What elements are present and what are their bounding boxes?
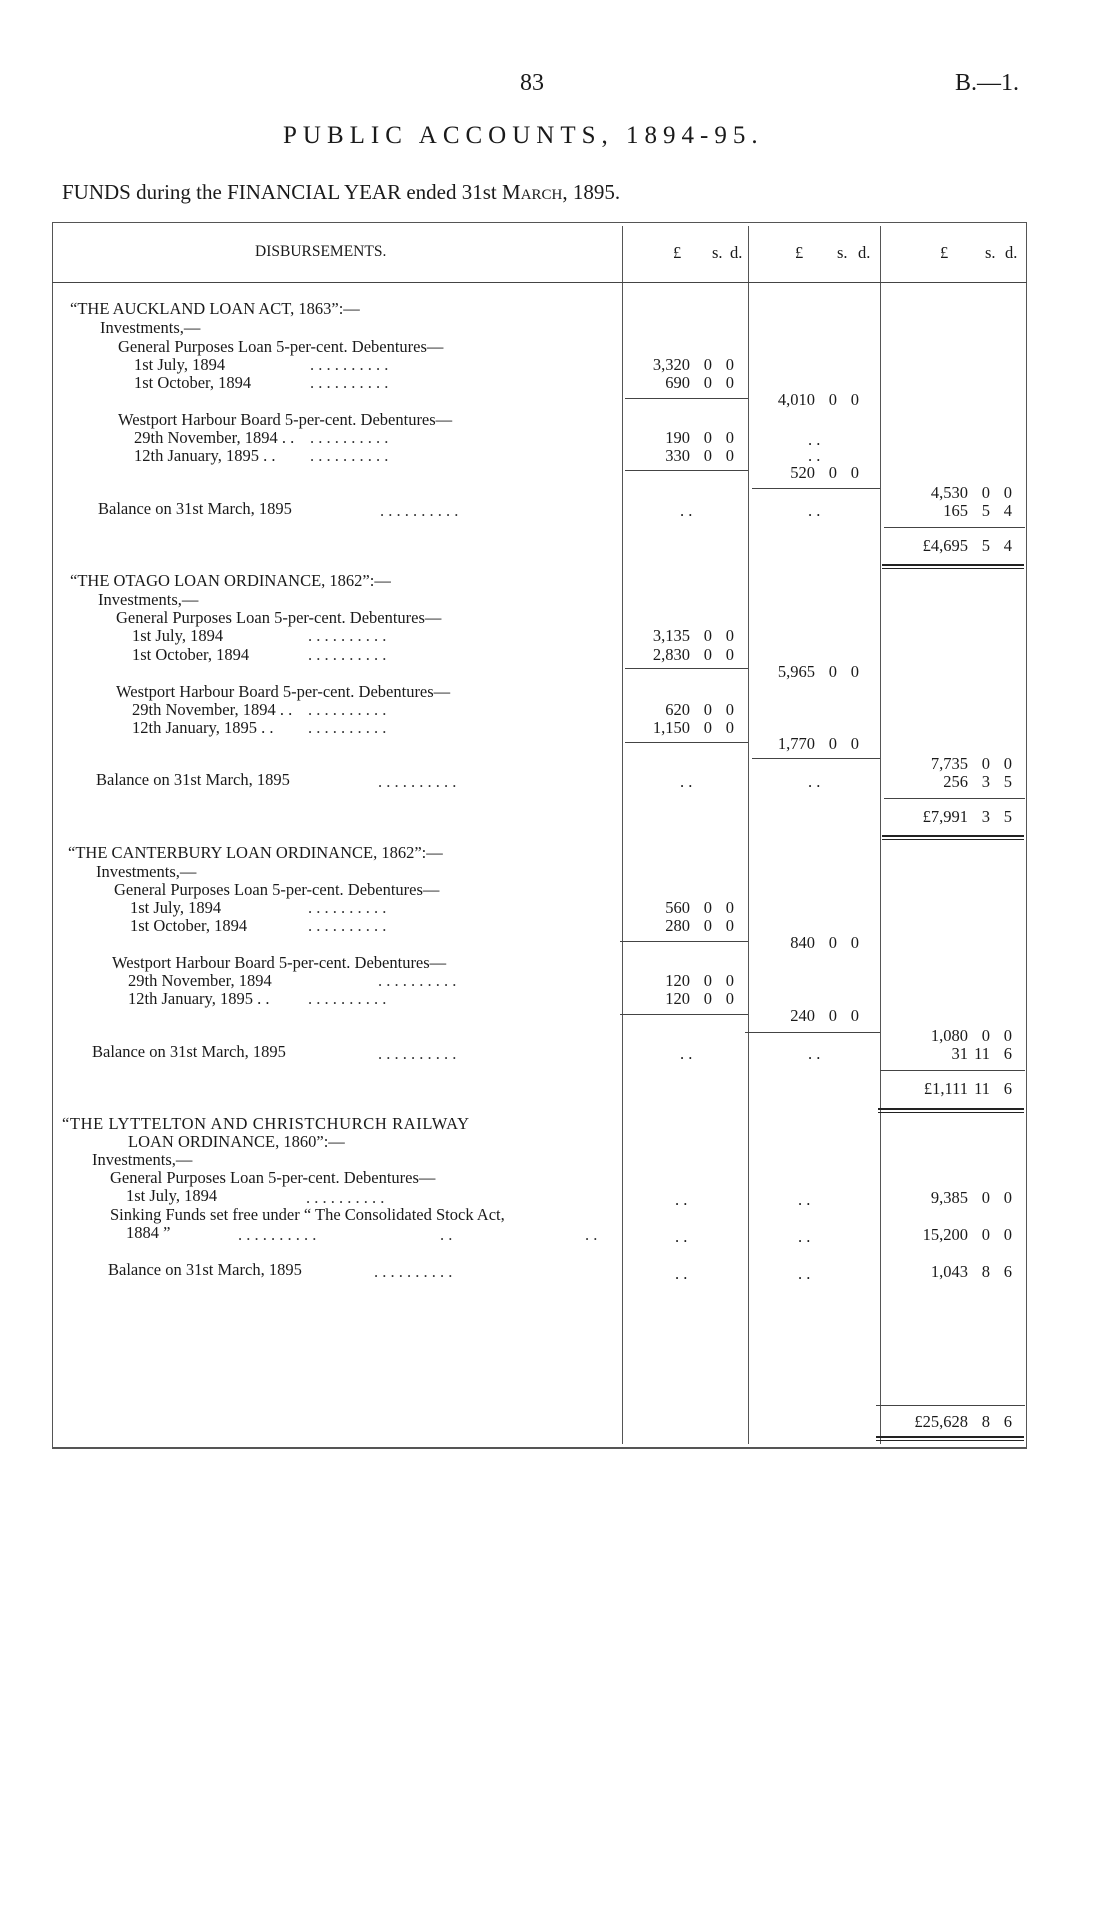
column-rule [880, 226, 881, 1444]
amount-cell: 240 0 0 [790, 1006, 859, 1025]
row-date: 1st October, 1894 [134, 373, 252, 392]
page-title: PUBLIC ACCOUNTS, 1894-95. [283, 122, 764, 149]
row-date: 29th November, 1894 . . [134, 428, 295, 447]
row-leader: . . . . . . . . . . [378, 1044, 457, 1063]
placeholder-dots: . . [808, 1044, 821, 1063]
amount-cell: 3,135 0 0 [652, 626, 734, 645]
amount-cell: 31 11 6 [951, 1044, 1012, 1063]
group-label: Westport Harbour Board 5-per-cent. Debentures— [116, 682, 451, 701]
amount-cell: 1,770 0 0 [777, 734, 859, 753]
row-date: 1st July, 1894 [130, 898, 222, 917]
page-reference: B.—1. [955, 70, 1020, 96]
section-title: “THE CANTERBURY LOAN ORDINANCE, 1862”:— [68, 843, 443, 862]
total-double-rule [878, 1108, 1024, 1113]
subtotal-rule [620, 1014, 748, 1015]
row-leader: . . . . . . . . . . [380, 501, 459, 520]
group-label: General Purposes Loan 5-per-cent. Debentures— [116, 608, 442, 627]
row-leader: . . . . . . . . . . [374, 1262, 453, 1281]
amount-cell: 120 0 0 [665, 971, 734, 990]
grand-total-double-rule [876, 1436, 1024, 1441]
placeholder-dots: . . [675, 1227, 688, 1246]
amount-cell: 1,150 0 0 [652, 718, 734, 737]
subtotal-rule [752, 758, 880, 759]
row-date: 29th November, 1894 . . [132, 700, 293, 719]
subtotal-rule [625, 668, 748, 669]
row-leader: . . . . . . . . . . [310, 373, 389, 392]
placeholder-dots: . . [675, 1190, 688, 1209]
investments-label: Investments,— [98, 590, 199, 609]
row-leader: . . . . . . . . . . [308, 718, 387, 737]
column-rule [748, 226, 749, 1444]
section-total: £4,695 5 4 [922, 536, 1012, 555]
group-label: Westport Harbour Board 5-per-cent. Debentures— [112, 953, 447, 972]
placeholder-dots: . . [680, 1044, 693, 1063]
placeholder-dots: . . [808, 430, 821, 449]
section-title: “THE LYTTELTON AND CHRISTCHURCH RAILWAY [62, 1114, 470, 1133]
header-shillings: s. [837, 243, 848, 262]
placeholder-dots: . . [798, 1264, 811, 1283]
header-pound: £ [940, 243, 949, 262]
investments-label: Investments,— [92, 1150, 193, 1169]
page-number: 83 [520, 70, 544, 96]
header-pence: d. [1005, 243, 1018, 262]
row-leader: . . . . . . . . . . [308, 645, 387, 664]
header-pence: d. [858, 243, 871, 262]
subtitle-prefix: FUNDS during the FINANCIAL YEAR ended 31st [62, 180, 503, 204]
row-date: 12th January, 1895 . . [134, 446, 276, 465]
header-pound: £ [795, 243, 804, 262]
amount-cell: 256 3 5 [943, 772, 1012, 791]
amount-cell: 7,735 0 0 [930, 754, 1012, 773]
total-double-rule [882, 564, 1024, 569]
balance-label: Balance on 31st March, 1895 [92, 1042, 286, 1061]
amount-cell: 840 0 0 [790, 933, 859, 952]
row-leader: . . [585, 1225, 598, 1244]
amount-cell: 690 0 0 [665, 373, 734, 392]
subtotal-rule [625, 398, 748, 399]
amount-cell: 520 0 0 [790, 463, 859, 482]
amount-cell: 120 0 0 [665, 989, 734, 1008]
amount-cell: 4,530 0 0 [930, 483, 1012, 502]
row-leader: . . . . . . . . . . [306, 1188, 385, 1207]
row-leader: . . . . . . . . . . [310, 355, 389, 374]
row-label: Sinking Funds set free under “ The Consolidated Stock Act, [110, 1205, 505, 1224]
row-leader: . . . . . . . . . . [308, 626, 387, 645]
grand-total-rule [876, 1405, 1025, 1406]
total-rule [880, 1070, 1025, 1071]
row-date: 1st July, 1894 [126, 1186, 218, 1205]
page-subtitle [62, 180, 620, 205]
row-leader: . . . . . . . . . . [308, 898, 387, 917]
row-leader: . . . . . . . . . . [310, 428, 389, 447]
subtotal-rule [625, 742, 748, 743]
row-date: 12th January, 1895 . . [128, 989, 270, 1008]
amount-cell: 5,965 0 0 [777, 662, 859, 681]
total-double-rule [882, 835, 1024, 840]
row-leader: . . . . . . . . . . [308, 916, 387, 935]
header-disbursements: DISBURSEMENTS. [255, 243, 387, 260]
investments-label: Investments,— [100, 318, 201, 337]
placeholder-dots: . . [808, 501, 821, 520]
placeholder-dots: . . [808, 446, 821, 465]
placeholder-dots: . . [675, 1264, 688, 1283]
section-title: “THE OTAGO LOAN ORDINANCE, 1862”:— [70, 571, 391, 590]
row-leader: . . . . . . . . . . [378, 772, 457, 791]
grand-total: £25,628 8 6 [914, 1412, 1012, 1431]
row-date: 1st October, 1894 [132, 645, 250, 664]
row-leader: . . . . . . . . . . [308, 700, 387, 719]
section-title: “THE AUCKLAND LOAN ACT, 1863”:— [70, 299, 360, 318]
subtotal-rule [620, 941, 748, 942]
row-date: 1st July, 1894 [134, 355, 226, 374]
header-pound: £ [673, 243, 682, 262]
amount-cell: 620 0 0 [665, 700, 734, 719]
amount-cell: 15,200 0 0 [922, 1225, 1012, 1244]
amount-cell: 2,830 0 0 [652, 645, 734, 664]
total-rule [884, 798, 1025, 799]
row-leader: . . . . . . . . . . [238, 1225, 317, 1244]
amount-cell: 330 0 0 [665, 446, 734, 465]
investments-label: Investments,— [96, 862, 197, 881]
placeholder-dots: . . [680, 501, 693, 520]
subtitle-suffix: , 1895. [562, 180, 621, 204]
amount-cell: 280 0 0 [665, 916, 734, 935]
subtotal-rule [625, 470, 748, 471]
header-shillings: s. [985, 243, 996, 262]
row-leader: . . . . . . . . . . [310, 446, 389, 465]
total-rule [884, 527, 1025, 528]
header-rule [52, 282, 1027, 283]
row-date: 12th January, 1895 . . [132, 718, 274, 737]
amount-cell: 1,080 0 0 [930, 1026, 1012, 1045]
row-date: 1st July, 1894 [132, 626, 224, 645]
subtotal-rule [745, 1032, 880, 1033]
placeholder-dots: . . [798, 1227, 811, 1246]
row-date: 29th November, 1894 [128, 971, 272, 990]
subtitle-month: March [502, 180, 563, 204]
placeholder-dots: . . [808, 772, 821, 791]
group-label: Westport Harbour Board 5-per-cent. Debentures— [118, 410, 453, 429]
amount-cell: 165 5 4 [943, 501, 1012, 520]
header-shillings: s. [712, 243, 723, 262]
row-label-continued: 1884 ” [126, 1223, 171, 1242]
balance-label: Balance on 31st March, 1895 [108, 1260, 302, 1279]
row-leader: . . . . . . . . . . [378, 971, 457, 990]
amount-cell: 4,010 0 0 [777, 390, 859, 409]
row-leader: . . . . . . . . . . [308, 989, 387, 1008]
group-label: General Purposes Loan 5-per-cent. Debentures— [110, 1168, 436, 1187]
subtotal-rule [752, 488, 880, 489]
amount-cell: 1,043 8 6 [930, 1262, 1012, 1281]
section-total: £1,111 11 6 [923, 1079, 1012, 1098]
row-leader: . . [440, 1225, 453, 1244]
balance-label: Balance on 31st March, 1895 [98, 499, 292, 518]
section-title-continued: LOAN ORDINANCE, 1860”:— [128, 1132, 345, 1151]
amount-cell: 560 0 0 [665, 898, 734, 917]
amount-cell: 190 0 0 [665, 428, 734, 447]
row-date: 1st October, 1894 [130, 916, 248, 935]
group-label: General Purposes Loan 5-per-cent. Debentures— [114, 880, 440, 899]
header-pence: d. [730, 243, 743, 262]
column-rule [622, 226, 623, 1444]
group-label: General Purposes Loan 5-per-cent. Debentures— [118, 337, 444, 356]
amount-cell: 9,385 0 0 [930, 1188, 1012, 1207]
balance-label: Balance on 31st March, 1895 [96, 770, 290, 789]
placeholder-dots: . . [798, 1190, 811, 1209]
placeholder-dots: . . [680, 772, 693, 791]
section-total: £7,991 3 5 [922, 807, 1012, 826]
amount-cell: 3,320 0 0 [652, 355, 734, 374]
